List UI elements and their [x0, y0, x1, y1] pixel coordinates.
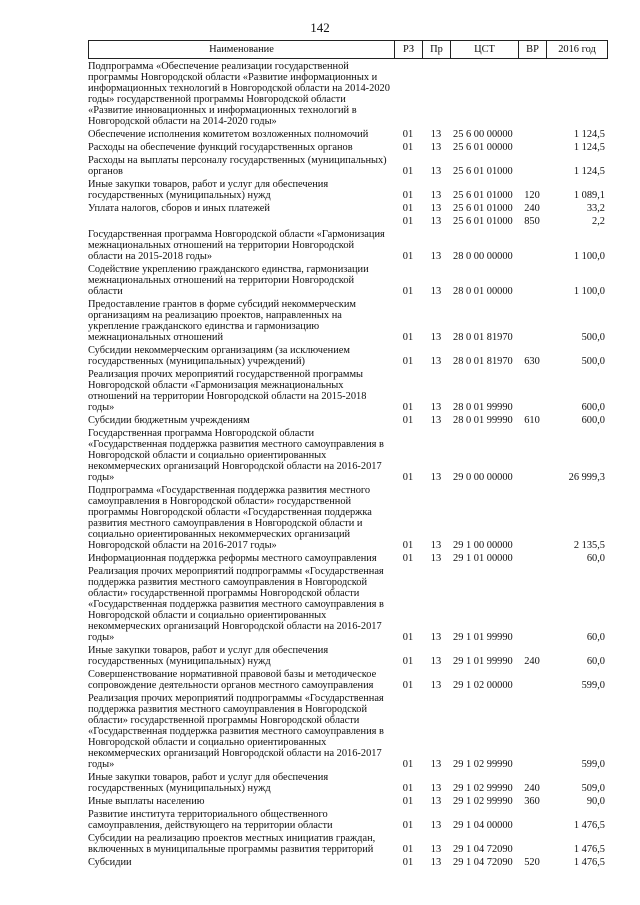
header-year: 2016 год [546, 41, 608, 58]
cell-year: 1 476,5 [573, 844, 605, 855]
cell-rz: 01 [402, 820, 414, 831]
cell-vr: 630 [524, 356, 540, 367]
cell-year: 599,0 [581, 759, 605, 770]
cell-cst: 25 6 00 00000 [453, 129, 513, 140]
cell-year: 599,0 [581, 680, 605, 691]
cell-cst: 29 0 00 00000 [453, 472, 513, 483]
cell-pr: 13 [430, 356, 442, 367]
cell-rz: 01 [402, 857, 414, 868]
header-rz: РЗ [394, 41, 422, 58]
table-row [88, 61, 608, 127]
cell-year: 1 124,5 [573, 142, 605, 153]
cell-rz: 01 [402, 844, 414, 855]
page-number: 142 [310, 20, 330, 35]
cell-rz: 01 [402, 632, 414, 643]
cell-pr: 13 [430, 190, 442, 201]
cell-cst: 29 1 00 00000 [453, 540, 513, 551]
table-row [88, 857, 608, 868]
table-row [88, 415, 608, 426]
table-row [88, 428, 608, 483]
cell-pr: 13 [430, 540, 442, 551]
table-row [88, 264, 608, 297]
cell-year: 1 100,0 [573, 251, 605, 262]
cell-year: 60,0 [586, 553, 605, 564]
cell-rz: 01 [402, 680, 414, 691]
cell-rz: 01 [402, 286, 414, 297]
cell-year: 1 124,5 [573, 166, 605, 177]
cell-cst: 29 1 04 72090 [453, 857, 513, 868]
cell-rz: 01 [402, 415, 414, 426]
cell-name: Реализация прочих мероприятий подпрограммы «Государственная поддержка развития местного самоуправления в Новгородской области» государственной программы Новгородской области «Государственная поддержка развития местного самоуправления в Новгородской области и социально ориентированных некоммерческих организаций Новгородской области на 2016-2017 годы» [88, 566, 384, 643]
cell-vr: 120 [524, 190, 540, 201]
cell-vr: 240 [524, 656, 540, 667]
table-row [88, 796, 608, 807]
header-name: Наименование [88, 41, 394, 58]
cell-name: Субсидии некоммерческим организациям (за исключением государственных (муниципальных) учреждений) [88, 345, 350, 367]
cell-vr: 520 [524, 857, 540, 868]
cell-pr: 13 [430, 553, 442, 564]
cell-cst: 29 1 02 00000 [453, 680, 513, 691]
cell-name: Государственная программа Новгородской области «Гармонизация межнациональных отношений на территории Новгородской области на 2015-2018 годы» [88, 229, 385, 262]
cell-pr: 13 [430, 783, 442, 794]
cell-name: Подпрограмма «Государственная поддержка развития местного самоуправления в Новгородской области» государственной программы Новгородской области «Государственная поддержка развития местного самоуправления в Новгородской области и социально ориентированных некоммерческих организаций Новгородской области на 2016-2017 годы» [88, 485, 372, 551]
cell-vr: 610 [524, 415, 540, 426]
cell-year: 60,0 [586, 656, 605, 667]
cell-cst: 29 1 01 99990 [453, 656, 513, 667]
cell-pr: 13 [430, 203, 442, 214]
table-row [88, 645, 608, 667]
cell-year: 600,0 [581, 402, 605, 413]
cell-rz: 01 [402, 796, 414, 807]
cell-year: 90,0 [586, 796, 605, 807]
cell-cst: 28 0 00 00000 [453, 251, 513, 262]
cell-cst: 29 1 02 99990 [453, 796, 513, 807]
cell-year: 26 999,3 [568, 472, 605, 483]
cell-cst: 25 6 01 01000 [453, 203, 513, 214]
cell-cst: 29 1 04 72090 [453, 844, 513, 855]
cell-pr: 13 [430, 415, 442, 426]
header-vr: ВР [518, 41, 546, 58]
cell-year: 60,0 [586, 632, 605, 643]
cell-year: 500,0 [581, 356, 605, 367]
table-header [88, 40, 608, 59]
cell-year: 33,2 [586, 203, 605, 214]
cell-pr: 13 [430, 332, 442, 343]
cell-pr: 13 [430, 759, 442, 770]
cell-pr: 13 [430, 680, 442, 691]
cell-pr: 13 [430, 632, 442, 643]
cell-cst: 28 0 01 81970 [453, 356, 513, 367]
cell-name: Иные выплаты населению [88, 796, 205, 807]
cell-cst: 29 1 01 00000 [453, 553, 513, 564]
cell-pr: 13 [430, 402, 442, 413]
table-row [88, 566, 608, 643]
cell-year: 1 476,5 [573, 820, 605, 831]
table-row [88, 809, 608, 831]
table-row [88, 553, 608, 564]
cell-cst: 29 1 01 99990 [453, 632, 513, 643]
cell-pr: 13 [430, 820, 442, 831]
cell-pr: 13 [430, 656, 442, 667]
cell-name: Обеспечение исполнения комитетом возложенных полномочий [88, 129, 369, 140]
cell-name: Иные закупки товаров, работ и услуг для обеспечения государственных (муниципальных) нужд [88, 772, 329, 794]
cell-cst: 29 1 02 99990 [453, 783, 513, 794]
cell-cst: 28 0 01 99990 [453, 402, 513, 413]
cell-pr: 13 [430, 216, 442, 227]
table-row [88, 485, 608, 551]
cell-rz: 01 [402, 142, 414, 153]
cell-rz: 01 [402, 356, 414, 367]
cell-pr: 13 [430, 129, 442, 140]
cell-rz: 01 [402, 759, 414, 770]
cell-year: 1 124,5 [573, 129, 605, 140]
table-row [88, 669, 608, 691]
cell-pr: 13 [430, 472, 442, 483]
cell-pr: 13 [430, 251, 442, 262]
cell-year: 1 100,0 [573, 286, 605, 297]
cell-name: Иные закупки товаров, работ и услуг для обеспечения государственных (муниципальных) нужд [88, 645, 329, 667]
table-row [88, 155, 608, 177]
table-body [88, 61, 608, 868]
cell-pr: 13 [430, 166, 442, 177]
cell-name: Субсидии на реализацию проектов местных инициатив граждан, включенных в муниципальные программы развития территорий [88, 833, 376, 855]
cell-rz: 01 [402, 656, 414, 667]
cell-year: 1 476,5 [573, 857, 605, 868]
cell-name: Реализация прочих мероприятий подпрограммы «Государственная поддержка развития местного самоуправления в Новгородской области» государственной программы Новгородской области «Государственная поддержка развития местного самоуправления в Новгородской области и социально ориентированных некоммерческих организаций Новгородской области на 2016-2017 годы» [88, 693, 384, 770]
cell-rz: 01 [402, 472, 414, 483]
table-row [88, 229, 608, 262]
cell-name: Субсидии бюджетным учреждениям [88, 415, 250, 426]
cell-cst: 25 6 01 00000 [453, 142, 513, 153]
header-cst: ЦСТ [450, 41, 518, 58]
table-row [88, 369, 608, 413]
table-row [88, 693, 608, 770]
cell-name: Подпрограмма «Обеспечение реализации государственной программы Новгородской области «Развитие информационных и информационных технологий в Новгородской области на 2014-2020 годы» государственной программы Новгородской области «Развитие инновационных и информационных технологий в Новгородской области на 2014-2020 годы» [88, 61, 390, 127]
cell-cst: 25 6 01 01000 [453, 190, 513, 201]
cell-name: Предоставление грантов в форме субсидий некоммерческим организациям на реализацию проектов, направленных на укрепление гражданского единства и гармонизацию межнациональных отношений [88, 299, 356, 343]
cell-name: Иные закупки товаров, работ и услуг для обеспечения государственных (муниципальных) нужд [88, 179, 329, 201]
cell-pr: 13 [430, 142, 442, 153]
cell-cst: 28 0 01 00000 [453, 286, 513, 297]
cell-rz: 01 [402, 203, 414, 214]
cell-name: Расходы на выплаты персоналу государственных (муниципальных) органов [88, 155, 387, 177]
cell-name: Развитие института территориального общественного самоуправления, действующего на территории области [88, 809, 333, 831]
cell-pr: 13 [430, 796, 442, 807]
cell-name: Содействие укреплению гражданского единства, гармонизации межнациональных отношений на территории Новгородской области [88, 264, 369, 297]
table-row [88, 772, 608, 794]
header-pr: Пр [422, 41, 450, 58]
budget-table [88, 40, 608, 868]
cell-rz: 01 [402, 540, 414, 551]
cell-rz: 01 [402, 783, 414, 794]
cell-rz: 01 [402, 190, 414, 201]
cell-year: 2 135,5 [573, 540, 605, 551]
cell-cst: 28 0 01 99990 [453, 415, 513, 426]
cell-rz: 01 [402, 216, 414, 227]
cell-name: Субсидии [88, 857, 132, 868]
cell-pr: 13 [430, 844, 442, 855]
cell-vr: 240 [524, 783, 540, 794]
cell-name: Информационная поддержка реформы местного самоуправления [88, 553, 377, 564]
cell-year: 2,2 [592, 216, 605, 227]
cell-year: 509,0 [581, 783, 605, 794]
cell-rz: 01 [402, 332, 414, 343]
cell-year: 500,0 [581, 332, 605, 343]
cell-rz: 01 [402, 251, 414, 262]
table-row [88, 833, 608, 855]
cell-vr: 850 [524, 216, 540, 227]
cell-pr: 13 [430, 286, 442, 297]
table-row [88, 203, 608, 214]
table-row [88, 179, 608, 201]
cell-vr: 360 [524, 796, 540, 807]
cell-rz: 01 [402, 553, 414, 564]
cell-cst: 25 6 01 01000 [453, 216, 513, 227]
cell-cst: 28 0 01 81970 [453, 332, 513, 343]
cell-name: Совершенствование нормативной правовой базы и методическое сопровождение деятельности органов местного самоуправления [88, 669, 377, 691]
cell-year: 1 089,1 [573, 190, 605, 201]
cell-rz: 01 [402, 129, 414, 140]
table-row [88, 299, 608, 343]
cell-name: Расходы на обеспечение функций государственных органов [88, 142, 353, 153]
cell-pr: 13 [430, 857, 442, 868]
table-row [88, 216, 608, 227]
cell-cst: 29 1 02 99990 [453, 759, 513, 770]
table-row [88, 345, 608, 367]
cell-name: Государственная программа Новгородской области «Государственная поддержка развития местного самоуправления в Новгородской области и социально ориентированных некоммерческих организаций Новгородской области на 2016-2017 годы» [88, 428, 384, 483]
cell-year: 600,0 [581, 415, 605, 426]
cell-rz: 01 [402, 166, 414, 177]
cell-cst: 25 6 01 01000 [453, 166, 513, 177]
cell-cst: 29 1 04 00000 [453, 820, 513, 831]
cell-vr: 240 [524, 203, 540, 214]
table-row [88, 129, 608, 140]
cell-name: Реализация прочих мероприятий государственной программы Новгородской области «Гармонизация межнациональных отношений на территории Новгородской области на 2015-2018 годы» [88, 369, 367, 413]
cell-name: Уплата налогов, сборов и иных платежей [88, 203, 270, 214]
cell-rz: 01 [402, 402, 414, 413]
table-row [88, 142, 608, 153]
